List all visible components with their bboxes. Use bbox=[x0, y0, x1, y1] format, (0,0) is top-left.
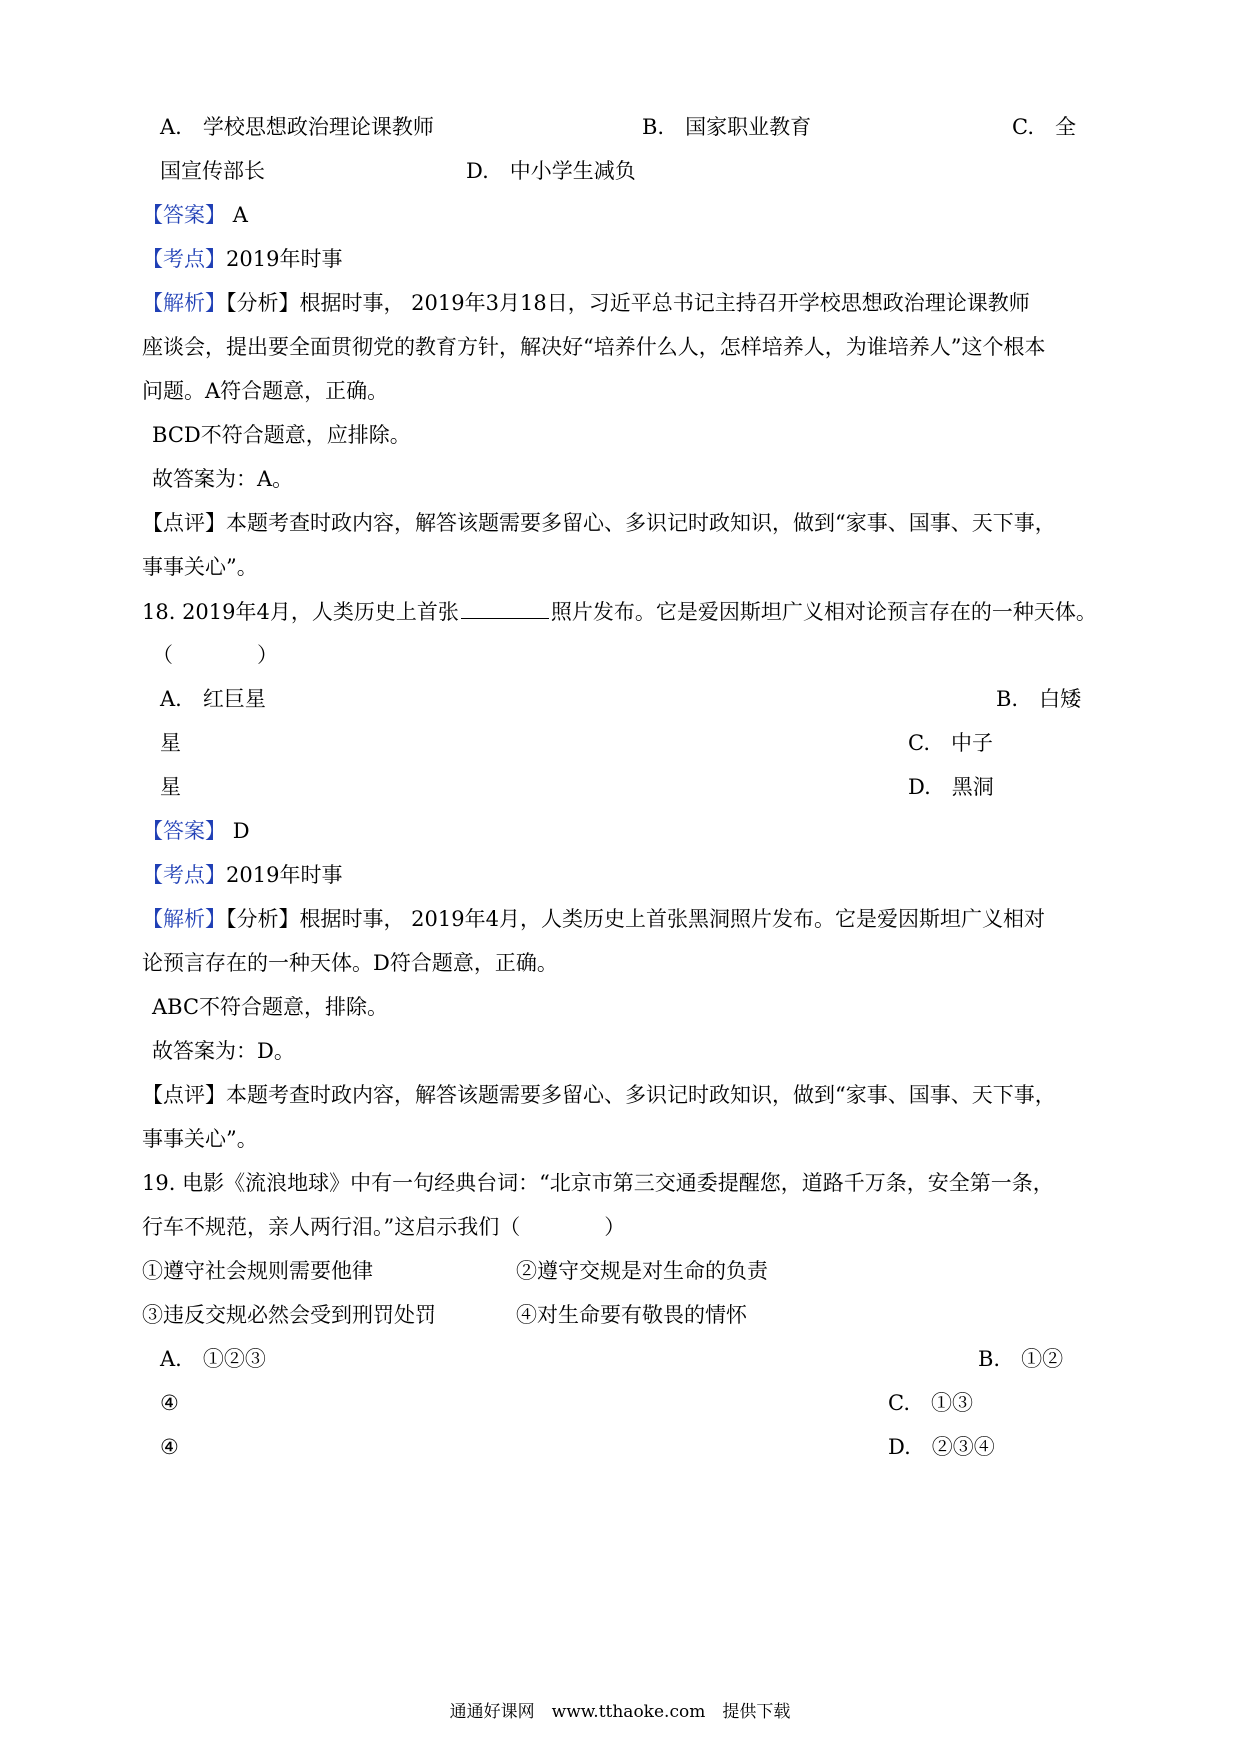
q17-option-c-part2: 国宣传部长 bbox=[160, 159, 265, 183]
q19-option-b-part1: B. ①② bbox=[978, 1347, 1064, 1371]
q18-analysis-line-4: 故答案为：D。 bbox=[152, 1039, 295, 1063]
q18-comment-line-2: 事事关心”。 bbox=[142, 1127, 258, 1151]
q19-option-d: D. ②③④ bbox=[888, 1435, 995, 1459]
analysis-tag: 【解析】 bbox=[142, 907, 226, 931]
q17-analysis-line-5: 故答案为：A。 bbox=[152, 467, 294, 491]
analysis-tag: 【解析】 bbox=[142, 291, 226, 315]
answer-tag: 【答案】 bbox=[142, 203, 226, 227]
q18-option-c-part1: C. 中子 bbox=[908, 731, 993, 755]
q18-option-b-part1: B. 白矮 bbox=[996, 687, 1082, 711]
q18-option-a: A. 红巨星 bbox=[160, 687, 266, 711]
q17-point: 2019年时事 bbox=[226, 247, 343, 271]
q19-item-2: ②遵守交规是对生命的负责 bbox=[516, 1259, 768, 1283]
q18-stem bbox=[142, 596, 1097, 627]
q17-analysis-line-1: 【分析】根据时事， 2019年3月18日，习近平总书记主持召开学校思想政治理论课教师 bbox=[226, 291, 1030, 315]
q18-analysis-line-2: 论预言存在的一种天体。D符合题意，正确。 bbox=[142, 951, 558, 975]
q17-analysis-line-2: 座谈会，提出要全面贯彻党的教育方针，解决好“培养什么人，怎样培养人，为谁培养人”这个根本 bbox=[142, 335, 1046, 359]
q19-option-c-part2: ④ bbox=[160, 1435, 179, 1459]
q19-item-1: ①遵守社会规则需要他律 bbox=[142, 1259, 373, 1283]
q18-comment-line-1: 【点评】本题考查时政内容，解答该题需要多留心、多识记时政知识，做到“家事、国事、天下事， bbox=[142, 1083, 1056, 1107]
q18-analysis-line-1: 【分析】根据时事， 2019年4月，人类历史上首张黑洞照片发布。它是爱因斯坦广义相对 bbox=[226, 907, 1045, 931]
q19-option-b-part2: ④ bbox=[160, 1391, 179, 1415]
q18-point-row bbox=[142, 860, 342, 890]
q17-option-a: A. 学校思想政治理论课教师 bbox=[160, 115, 434, 139]
q17-answer-row bbox=[142, 200, 248, 230]
q19-item-3: ③违反交规必然会受到刑罚处罚 bbox=[142, 1303, 436, 1327]
q17-answer: A bbox=[232, 203, 248, 227]
q18-stem-after: 照片发布。它是爱因斯坦广义相对论预言存在的一种天体。 bbox=[550, 600, 1097, 624]
q18-point: 2019年时事 bbox=[226, 863, 343, 887]
q17-analysis-line-3: 问题。A符合题意，正确。 bbox=[142, 379, 389, 403]
fill-blank bbox=[461, 596, 549, 619]
q18-stem-before: 18. 2019年4月，人类历史上首张 bbox=[142, 600, 459, 624]
q18-option-c-part2: 星 bbox=[160, 775, 181, 799]
point-tag: 【考点】 bbox=[142, 863, 226, 887]
q17-option-d: D. 中小学生减负 bbox=[466, 159, 636, 183]
q19-option-c-part1: C. ①③ bbox=[888, 1391, 973, 1415]
q18-option-b-part2: 星 bbox=[160, 731, 181, 755]
q17-point-row bbox=[142, 244, 342, 274]
q19-stem-line-1: 19. 电影《流浪地球》中有一句经典台词：“北京市第三交通委提醒您，道路千万条，安全第一条， bbox=[142, 1171, 1054, 1195]
q17-option-b: B. 国家职业教育 bbox=[642, 115, 812, 139]
page-footer: 通通好课网 www.tthaoke.com 提供下载 bbox=[449, 1702, 791, 1722]
answer-tag: 【答案】 bbox=[142, 819, 226, 843]
q17-comment-line-1: 【点评】本题考查时政内容，解答该题需要多留心、多识记时政知识，做到“家事、国事、天下事， bbox=[142, 511, 1056, 535]
q17-option-c-part1: C. 全 bbox=[1012, 115, 1076, 139]
q18-analysis-line-3: ABC不符合题意，排除。 bbox=[152, 995, 389, 1019]
q18-analysis-row bbox=[142, 904, 1045, 934]
q18-answer-row bbox=[142, 816, 250, 846]
q17-analysis-line-4: BCD不符合题意，应排除。 bbox=[152, 423, 411, 447]
q17-analysis-row bbox=[142, 288, 1030, 318]
q19-stem-line-2: 行车不规范，亲人两行泪。”这启示我们（ ） bbox=[142, 1215, 626, 1239]
q17-comment-line-2: 事事关心”。 bbox=[142, 555, 258, 579]
point-tag: 【考点】 bbox=[142, 247, 226, 271]
q19-item-4: ④对生命要有敬畏的情怀 bbox=[516, 1303, 747, 1327]
q18-answer: D bbox=[232, 819, 250, 843]
q19-option-a: A. ①②③ bbox=[160, 1347, 266, 1371]
q18-paren: （ ） bbox=[152, 643, 278, 667]
q18-option-d: D. 黑洞 bbox=[908, 775, 994, 799]
